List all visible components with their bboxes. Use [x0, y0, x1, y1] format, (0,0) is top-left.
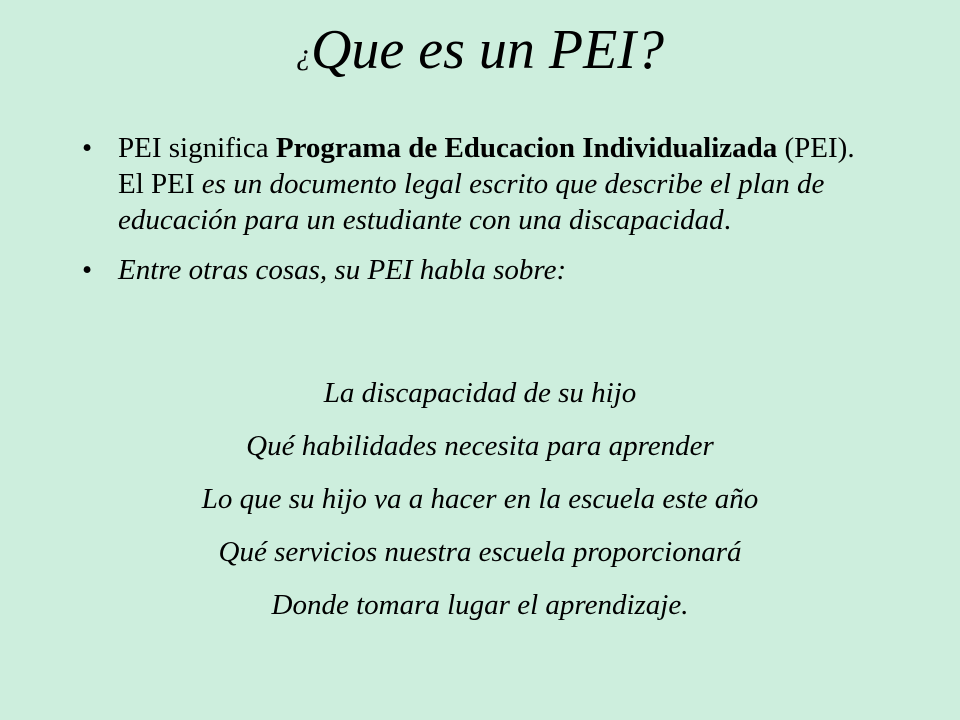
topic-item: Qué habilidades necesita para aprender — [246, 430, 714, 462]
topic-item: Lo que su hijo va a hacer en la escuela este año — [201, 483, 759, 515]
topic-list — [0, 367, 960, 632]
bullet-dot: • — [82, 254, 93, 286]
topic-item: La discapacidad de su hijo — [323, 377, 637, 409]
title-inverted-question-mark: ¿ — [295, 38, 311, 71]
bullet-list — [82, 130, 882, 288]
topic-item: Qué servicios nuestra escuela proporcionará — [218, 536, 742, 568]
slide-title — [0, 18, 960, 87]
definition-period: . — [723, 204, 731, 236]
title-text: Que es un PEI? — [310, 19, 664, 81]
bullet-topics-intro-text: Entre otras cosas, su PEI habla sobre: — [118, 254, 567, 286]
bullet-dot: • — [82, 132, 93, 164]
definition-intro: PEI significa — [118, 132, 276, 164]
bullet-definition — [82, 130, 882, 238]
definition-program-name: Programa de Educacion Individualizada — [275, 132, 778, 164]
bullet-definition-text — [118, 132, 855, 236]
bullet-topics-intro — [82, 252, 882, 288]
definition-description: es un documento legal escrito que describe el plan de educación para un estudiante con una discapacidad — [118, 168, 825, 236]
topic-item: Donde tomara lugar el aprendizaje. — [271, 589, 689, 621]
definition-abbrev: (PEI). El PEI — [118, 132, 855, 200]
